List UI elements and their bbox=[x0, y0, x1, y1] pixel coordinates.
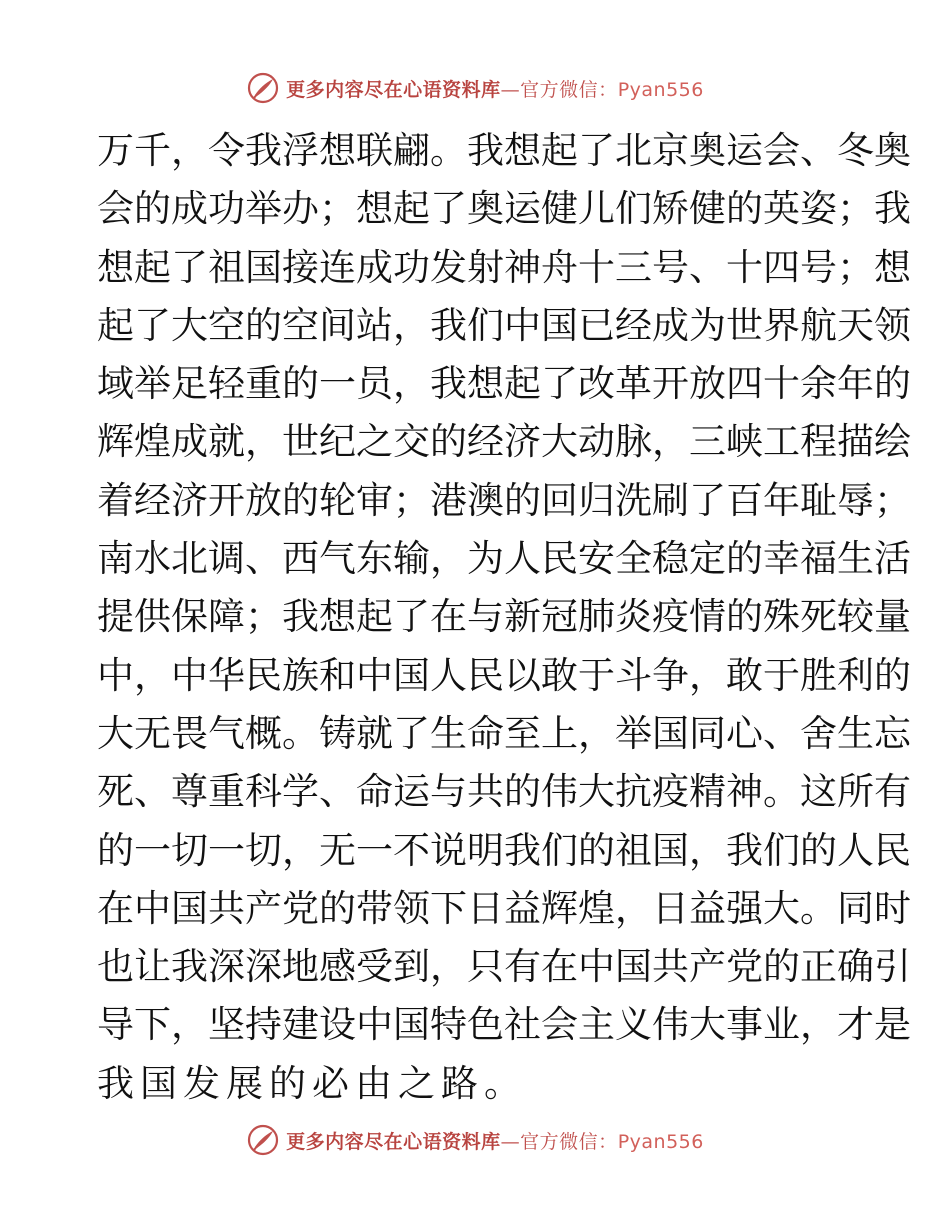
text-line: 万千，令我浮想联翩。我想起了北京奥运会、冬奥 bbox=[97, 129, 911, 172]
banner-site-name: 更多内容尽在心语资料库 bbox=[286, 1130, 501, 1153]
banner-wechat-label: —官方微信： bbox=[500, 78, 618, 101]
text-line: 大无畏气概。铸就了生命至上，举国同心、舍生忘 bbox=[97, 711, 911, 755]
text-line: 也让我深深地感受到，只有在中国共产党的正确引 bbox=[97, 945, 911, 989]
banner-wechat-handle: Pyan556 bbox=[617, 1130, 704, 1153]
banner-wechat-handle: Pyan556 bbox=[617, 78, 704, 101]
document-body bbox=[97, 122, 911, 1113]
text-line: 辉煌成就，世纪之交的经济大动脉，三峡工程描绘 bbox=[97, 420, 911, 464]
text-line: 南水北调、西气东输，为人民安全稳定的幸福生活 bbox=[97, 537, 911, 581]
banner-wechat-label: —官方微信： bbox=[500, 1130, 618, 1153]
quill-logo-icon bbox=[246, 71, 280, 105]
quill-logo-icon bbox=[246, 1123, 280, 1157]
text-line: 死、尊重科学、命运与共的伟大抗疫精神。这所有 bbox=[97, 770, 911, 814]
text-line: 域举足轻重的一员，我想起了改革开放四十余年的 bbox=[97, 362, 911, 406]
text-line-last: 我国发展的必由之路。 bbox=[97, 1061, 527, 1105]
text-line: 起了大空的空间站，我们中国已经成为世界航天领 bbox=[97, 303, 911, 347]
banner-text bbox=[286, 75, 704, 102]
text-line: 在中国共产党的带领下日益辉煌，日益强大。同时 bbox=[97, 886, 911, 930]
text-line: 着经济开放的轮审；港澳的回归洗刷了百年耻辱； bbox=[97, 478, 911, 522]
banner-site-name: 更多内容尽在心语资料库 bbox=[286, 78, 501, 101]
banner-text bbox=[286, 1127, 704, 1154]
text-line: 会的成功举办；想起了奥运健儿们矫健的英姿；我 bbox=[97, 187, 911, 231]
text-line: 中，中华民族和中国人民以敢于斗争，敢于胜利的 bbox=[97, 653, 911, 697]
text-line: 提供保障；我想起了在与新冠肺炎疫情的殊死较量 bbox=[97, 595, 911, 639]
text-line: 的一切一切，无一不说明我们的祖国，我们的人民 bbox=[97, 828, 911, 872]
text-line: 想起了祖国接连成功发射神舟十三号、十四号；想 bbox=[97, 245, 911, 289]
footer-banner bbox=[0, 1120, 950, 1160]
header-banner bbox=[0, 68, 950, 108]
text-line: 导下，坚持建设中国特色社会主义伟大事业，才是 bbox=[97, 1003, 911, 1047]
